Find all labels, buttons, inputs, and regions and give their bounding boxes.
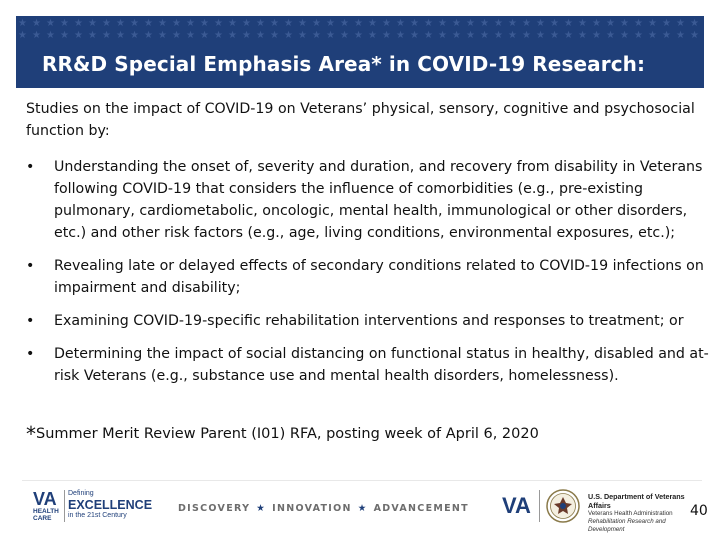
tagline-advancement: ADVANCEMENT	[373, 503, 469, 514]
agency-line-3: Rehabilitation Research and Development	[588, 518, 666, 533]
list-item	[26, 310, 710, 332]
star-icon: ★	[357, 503, 368, 514]
footnote-text: Summer Merit Review Parent (I01) RFA, posting week of April 6, 2020	[36, 426, 539, 442]
list-item	[26, 343, 710, 387]
va-logo-word: VA	[33, 489, 57, 509]
va-mark-logo: VA	[502, 493, 531, 518]
title-banner	[16, 16, 704, 88]
bullet-text: Examining COVID-19-specific rehabilitation interventions and responses to treatment; or	[54, 313, 684, 329]
bullet-icon: •	[26, 313, 35, 329]
va-seal-icon	[546, 489, 580, 523]
bullet-text: Revealing late or delayed effects of secondary conditions related to COVID-19 infections on impairment and disability;	[54, 258, 704, 296]
excellence-logo	[68, 490, 168, 520]
footer-tagline	[178, 503, 469, 514]
bullet-icon: •	[26, 346, 35, 362]
agency-name	[588, 492, 698, 534]
va-mark-divider	[539, 490, 540, 522]
bullet-list	[26, 156, 710, 387]
page-number: 40	[690, 503, 708, 519]
tagline-innovation: INNOVATION	[272, 503, 352, 514]
footnote-star: *	[26, 422, 36, 446]
agency-line-2: Veterans Health Administration	[588, 510, 673, 517]
va-logo-sub-1: HEALTH	[33, 508, 59, 515]
star-icon: ★	[256, 503, 267, 514]
footer-divider	[22, 480, 702, 481]
va-health-care-logo	[33, 490, 63, 522]
excellence-main: EXCELLENCE	[68, 498, 153, 512]
bullet-icon: •	[26, 258, 35, 274]
list-item	[26, 156, 710, 244]
va-logo-sub-2: CARE	[33, 515, 52, 522]
bullet-text: Determining the impact of social distancing on functional status in healthy, disabled and at-risk Veterans (e.g., substance use and mental health disorders, homelessness).	[54, 346, 709, 384]
footnote	[26, 422, 539, 446]
excellence-bottom: in the 21st Century	[68, 512, 127, 519]
intro-text: Studies on the impact of COVID-19 on Veterans’ physical, sensory, cognitive and psychosocial function by:	[26, 101, 695, 139]
list-item	[26, 255, 710, 299]
excellence-top: Defining	[68, 490, 94, 497]
bullet-text: Understanding the onset of, severity and duration, and recovery from disability in Veterans following COVID-19 that considers the influence of comorbidities (e.g., pre-existing pulmonary, cardiometabolic, oncologic, mental health, immunological or other disorders, etc.) and other risk factors (e.g., age, living conditions, environmental exposures, etc.);	[54, 159, 703, 241]
bullet-icon: •	[26, 159, 35, 175]
agency-line-1: U.S. Department of Veterans Affairs	[588, 492, 685, 510]
slide-body	[26, 98, 710, 398]
slide-title: RR&D Special Emphasis Area* in COVID-19 Research:	[42, 52, 646, 76]
logo-divider	[64, 490, 65, 522]
tagline-discovery: DISCOVERY	[178, 503, 251, 514]
